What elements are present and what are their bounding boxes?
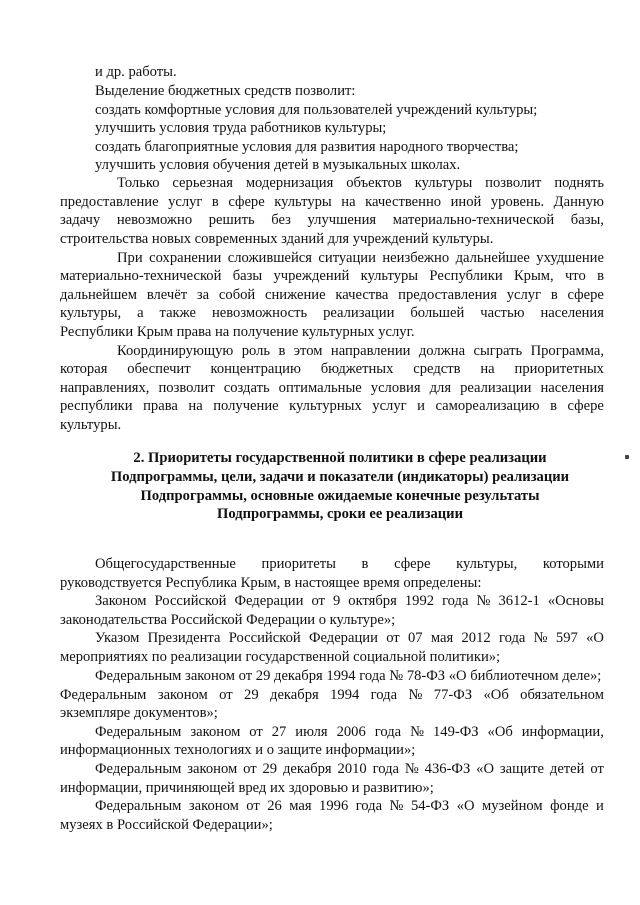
word: № xyxy=(404,761,419,777)
word: сыграть xyxy=(473,343,523,359)
word: культуры xyxy=(360,268,419,284)
word: декабря xyxy=(270,687,319,703)
text-line: улучшить условия обучения детей в музыкальных школах. xyxy=(95,157,461,173)
word: за xyxy=(196,287,210,303)
section-heading-line: Подпрограммы, сроки ее реализации xyxy=(216,506,463,522)
word: культуры, xyxy=(456,556,518,572)
word: «О xyxy=(456,798,475,814)
word: что xyxy=(564,268,586,284)
text-line-justified xyxy=(117,343,604,360)
word: невозможность xyxy=(211,305,308,321)
word: объектов xyxy=(346,175,402,191)
word: фонде xyxy=(550,798,589,814)
section-heading-line: 2. Приоритеты государственной политики в сфере реализации xyxy=(133,450,547,466)
word: в xyxy=(597,268,604,284)
word: роль xyxy=(241,343,271,359)
word: Федерации xyxy=(308,630,378,646)
word: Республики xyxy=(429,268,503,284)
word: 26 xyxy=(267,798,282,814)
word: на xyxy=(480,361,495,377)
word: 07 xyxy=(407,630,423,646)
word: Указом xyxy=(95,630,140,646)
word: сфере xyxy=(567,398,604,414)
word: которая xyxy=(60,361,108,377)
word: направлениях, xyxy=(60,380,150,396)
text-line-justified xyxy=(95,798,604,815)
word: на xyxy=(188,398,203,414)
word: октября xyxy=(348,593,397,609)
word: года xyxy=(355,798,383,814)
word: музейном xyxy=(481,798,543,814)
text-line-justified xyxy=(60,194,604,211)
word: обязательном xyxy=(520,687,604,703)
word: 54-ФЗ xyxy=(410,798,450,814)
word: учреждений xyxy=(273,268,350,284)
text-line: руководствуется Республика Крым, в настоящее время определены: xyxy=(60,575,482,591)
word: 597 xyxy=(555,630,578,646)
text-line: Республики Крым права на получение культурных услуг. xyxy=(60,324,415,340)
word: в xyxy=(278,343,286,359)
text-line: информационных технологиях и о защите информации»; xyxy=(60,742,416,758)
word: населения xyxy=(540,380,604,396)
word: позволит xyxy=(158,380,215,396)
word: Данную xyxy=(553,194,604,210)
word: которыми xyxy=(542,556,604,572)
word: в xyxy=(550,287,558,303)
text-line-justified xyxy=(117,250,604,267)
word: ситуации xyxy=(318,250,376,266)
word: Федеральным xyxy=(95,761,182,777)
word: неизбежно xyxy=(382,250,450,266)
word: уровень. xyxy=(490,194,545,210)
word: от xyxy=(246,798,260,814)
word: услуг xyxy=(506,287,542,303)
word: 2012 xyxy=(461,630,491,646)
word: от xyxy=(386,630,400,646)
text-line-justified xyxy=(95,630,604,647)
text-line: экземпляре документов»; xyxy=(60,705,218,721)
word: этом xyxy=(293,343,323,359)
word: 29 xyxy=(262,761,278,777)
word: реализации xyxy=(460,380,532,396)
word: № xyxy=(533,630,548,646)
word: защите xyxy=(499,761,545,777)
word: реализации xyxy=(323,305,395,321)
word: получение xyxy=(213,398,279,414)
text-line: создать благоприятные условия для развития народного творчества; xyxy=(95,139,519,155)
word: качественно xyxy=(365,194,442,210)
word: бюджетных xyxy=(320,361,394,377)
word: в xyxy=(550,398,557,414)
word: Законом xyxy=(95,593,147,609)
word: модернизация xyxy=(245,175,334,191)
text-line: строительства новых современных зданий для учреждений культуры. xyxy=(60,231,494,247)
word: от xyxy=(311,593,325,609)
text-line-justified xyxy=(60,687,604,704)
word: создать xyxy=(223,380,270,396)
word: года xyxy=(374,724,402,740)
word: года xyxy=(370,687,398,703)
word: иной xyxy=(450,194,482,210)
word: услуг xyxy=(168,194,203,210)
word: года xyxy=(498,630,526,646)
text-line-justified xyxy=(60,398,604,415)
word: № xyxy=(476,593,491,609)
word: законом xyxy=(188,798,239,814)
word: качества xyxy=(335,287,389,303)
text-line-justified xyxy=(95,556,604,573)
word: Общегосударственные xyxy=(95,556,236,572)
word: сфере xyxy=(567,287,604,303)
word: без xyxy=(271,212,291,228)
word: № xyxy=(410,724,425,740)
scan-mark xyxy=(625,455,629,459)
text-line: культуры. xyxy=(60,417,122,433)
word: Координирующую xyxy=(117,343,234,359)
word: 2006 xyxy=(336,724,366,740)
text-line: информации, причиняющей вред их здоровью и развитию»; xyxy=(60,780,434,796)
word: должна xyxy=(418,343,466,359)
word: «Об xyxy=(487,724,513,740)
word: сложившейся xyxy=(227,250,312,266)
word: решить xyxy=(208,212,255,228)
word: декабря xyxy=(282,761,332,777)
word: и xyxy=(596,798,604,814)
word: невозможно xyxy=(116,212,193,228)
word: июля xyxy=(295,724,328,740)
word: также xyxy=(159,305,197,321)
word: Российской xyxy=(228,630,301,646)
word: 149-ФЗ xyxy=(432,724,479,740)
word: Программа, xyxy=(530,343,604,359)
word: Президента xyxy=(147,630,221,646)
word: для xyxy=(429,380,452,396)
word: предоставления xyxy=(398,287,497,303)
word: информации, xyxy=(521,724,604,740)
text-line: создать комфортные условия для пользователей учреждений культуры; xyxy=(95,102,538,118)
text-line: музеях в Российской Федерации»; xyxy=(60,817,273,833)
word: Федеральным xyxy=(95,724,182,740)
word: республики xyxy=(60,398,133,414)
text-line-justified xyxy=(60,305,604,322)
word: в xyxy=(211,194,219,210)
text-line-justified xyxy=(60,212,604,229)
word: законом xyxy=(190,724,241,740)
word: культуры xyxy=(414,175,473,191)
text-line-justified xyxy=(95,761,604,778)
text-line-justified xyxy=(60,380,604,397)
word: собой xyxy=(218,287,256,303)
word: «О xyxy=(586,630,604,646)
word: № xyxy=(408,687,423,703)
word: базы, xyxy=(570,212,604,228)
word: 436-ФЗ xyxy=(424,761,471,777)
text-line-justified xyxy=(60,287,604,304)
word: 29 xyxy=(244,687,259,703)
text-line: и др. работы. xyxy=(95,64,177,80)
word: дальнейшее xyxy=(455,250,530,266)
word: материально-технической xyxy=(60,268,222,284)
word: культурных xyxy=(289,398,362,414)
word: права xyxy=(143,398,178,414)
word: 1996 xyxy=(319,798,349,814)
word: от xyxy=(590,761,604,777)
word: от xyxy=(243,761,257,777)
word: «Основы xyxy=(547,593,604,609)
word: сохранении xyxy=(149,250,222,266)
word: приоритеты xyxy=(261,556,336,572)
word: концентрацию xyxy=(210,361,301,377)
word: населения xyxy=(540,305,604,321)
word: года xyxy=(442,593,469,609)
word: № xyxy=(389,798,404,814)
word: и xyxy=(417,398,425,414)
section-heading-line: Подпрограммы, основные ожидаемые конечные результаты xyxy=(140,488,540,504)
word: условия xyxy=(370,380,421,396)
text-line-justified xyxy=(117,175,604,192)
word: 3612-1 xyxy=(498,593,540,609)
word: 77-ФЗ xyxy=(433,687,473,703)
word: Крым, xyxy=(513,268,554,284)
word: дальнейшем xyxy=(60,287,138,303)
text-line-justified xyxy=(60,361,604,378)
word: культуры, xyxy=(60,305,122,321)
word: «Об xyxy=(483,687,509,703)
word: материально-технической xyxy=(392,212,555,228)
text-line-justified xyxy=(95,593,604,610)
word: года xyxy=(372,761,399,777)
word: 27 xyxy=(271,724,287,740)
word: на xyxy=(341,194,356,210)
word: культуры xyxy=(274,194,332,210)
word: Федеральным xyxy=(60,687,147,703)
word: оптимальные xyxy=(278,380,362,396)
word: базы xyxy=(232,268,263,284)
word: от xyxy=(219,687,233,703)
text-line-justified xyxy=(60,268,604,285)
text-line-justified xyxy=(95,724,604,741)
word: 9 xyxy=(332,593,341,609)
word: При xyxy=(117,250,143,266)
word: поднять xyxy=(554,175,604,191)
text-line: законодательства Российской Федерации о культуре»; xyxy=(60,612,396,628)
text-line: улучшить условия труда работников культуры; xyxy=(95,120,387,136)
word: мая xyxy=(430,630,454,646)
word: улучшения xyxy=(307,212,377,228)
word: 1992 xyxy=(404,593,435,609)
text-line: мероприятиях по реализации государственной социальной политики»; xyxy=(60,649,501,665)
word: услуг xyxy=(372,398,407,414)
word: обеспечит xyxy=(127,361,191,377)
word: самореализацию xyxy=(435,398,540,414)
word: от xyxy=(249,724,263,740)
word: мая xyxy=(289,798,312,814)
word: ухудшение xyxy=(536,250,604,266)
word: средств xyxy=(413,361,461,377)
word: Российской xyxy=(154,593,227,609)
word: сфере xyxy=(228,194,265,210)
word: задачу xyxy=(60,212,101,228)
word: а xyxy=(137,305,144,321)
word: серьезная xyxy=(172,175,233,191)
word: приоритетных xyxy=(514,361,604,377)
word: направлении xyxy=(330,343,411,359)
word: сфере xyxy=(394,556,431,572)
word: Федерации xyxy=(234,593,304,609)
word: законом xyxy=(157,687,208,703)
word: 2010 xyxy=(337,761,367,777)
word: детей xyxy=(549,761,585,777)
word: «О xyxy=(476,761,494,777)
word: частью xyxy=(480,305,525,321)
word: влечёт xyxy=(146,287,188,303)
word: большей xyxy=(410,305,465,321)
word: снижение xyxy=(265,287,326,303)
word: Федеральным xyxy=(95,798,182,814)
word: Только xyxy=(117,175,160,191)
text-line: Федеральным законом от 29 декабря 1994 года № 78-ФЗ «О библиотечном деле»; xyxy=(95,668,602,684)
word: 1994 xyxy=(330,687,360,703)
text-line: Выделение бюджетных средств позволит: xyxy=(95,83,356,99)
word: законом xyxy=(187,761,238,777)
word: позволит xyxy=(485,175,542,191)
word: в xyxy=(361,556,369,572)
section-heading-line: Подпрограммы, цели, задачи и показатели (индикаторы) реализации xyxy=(110,469,570,485)
word: предоставление xyxy=(60,194,159,210)
